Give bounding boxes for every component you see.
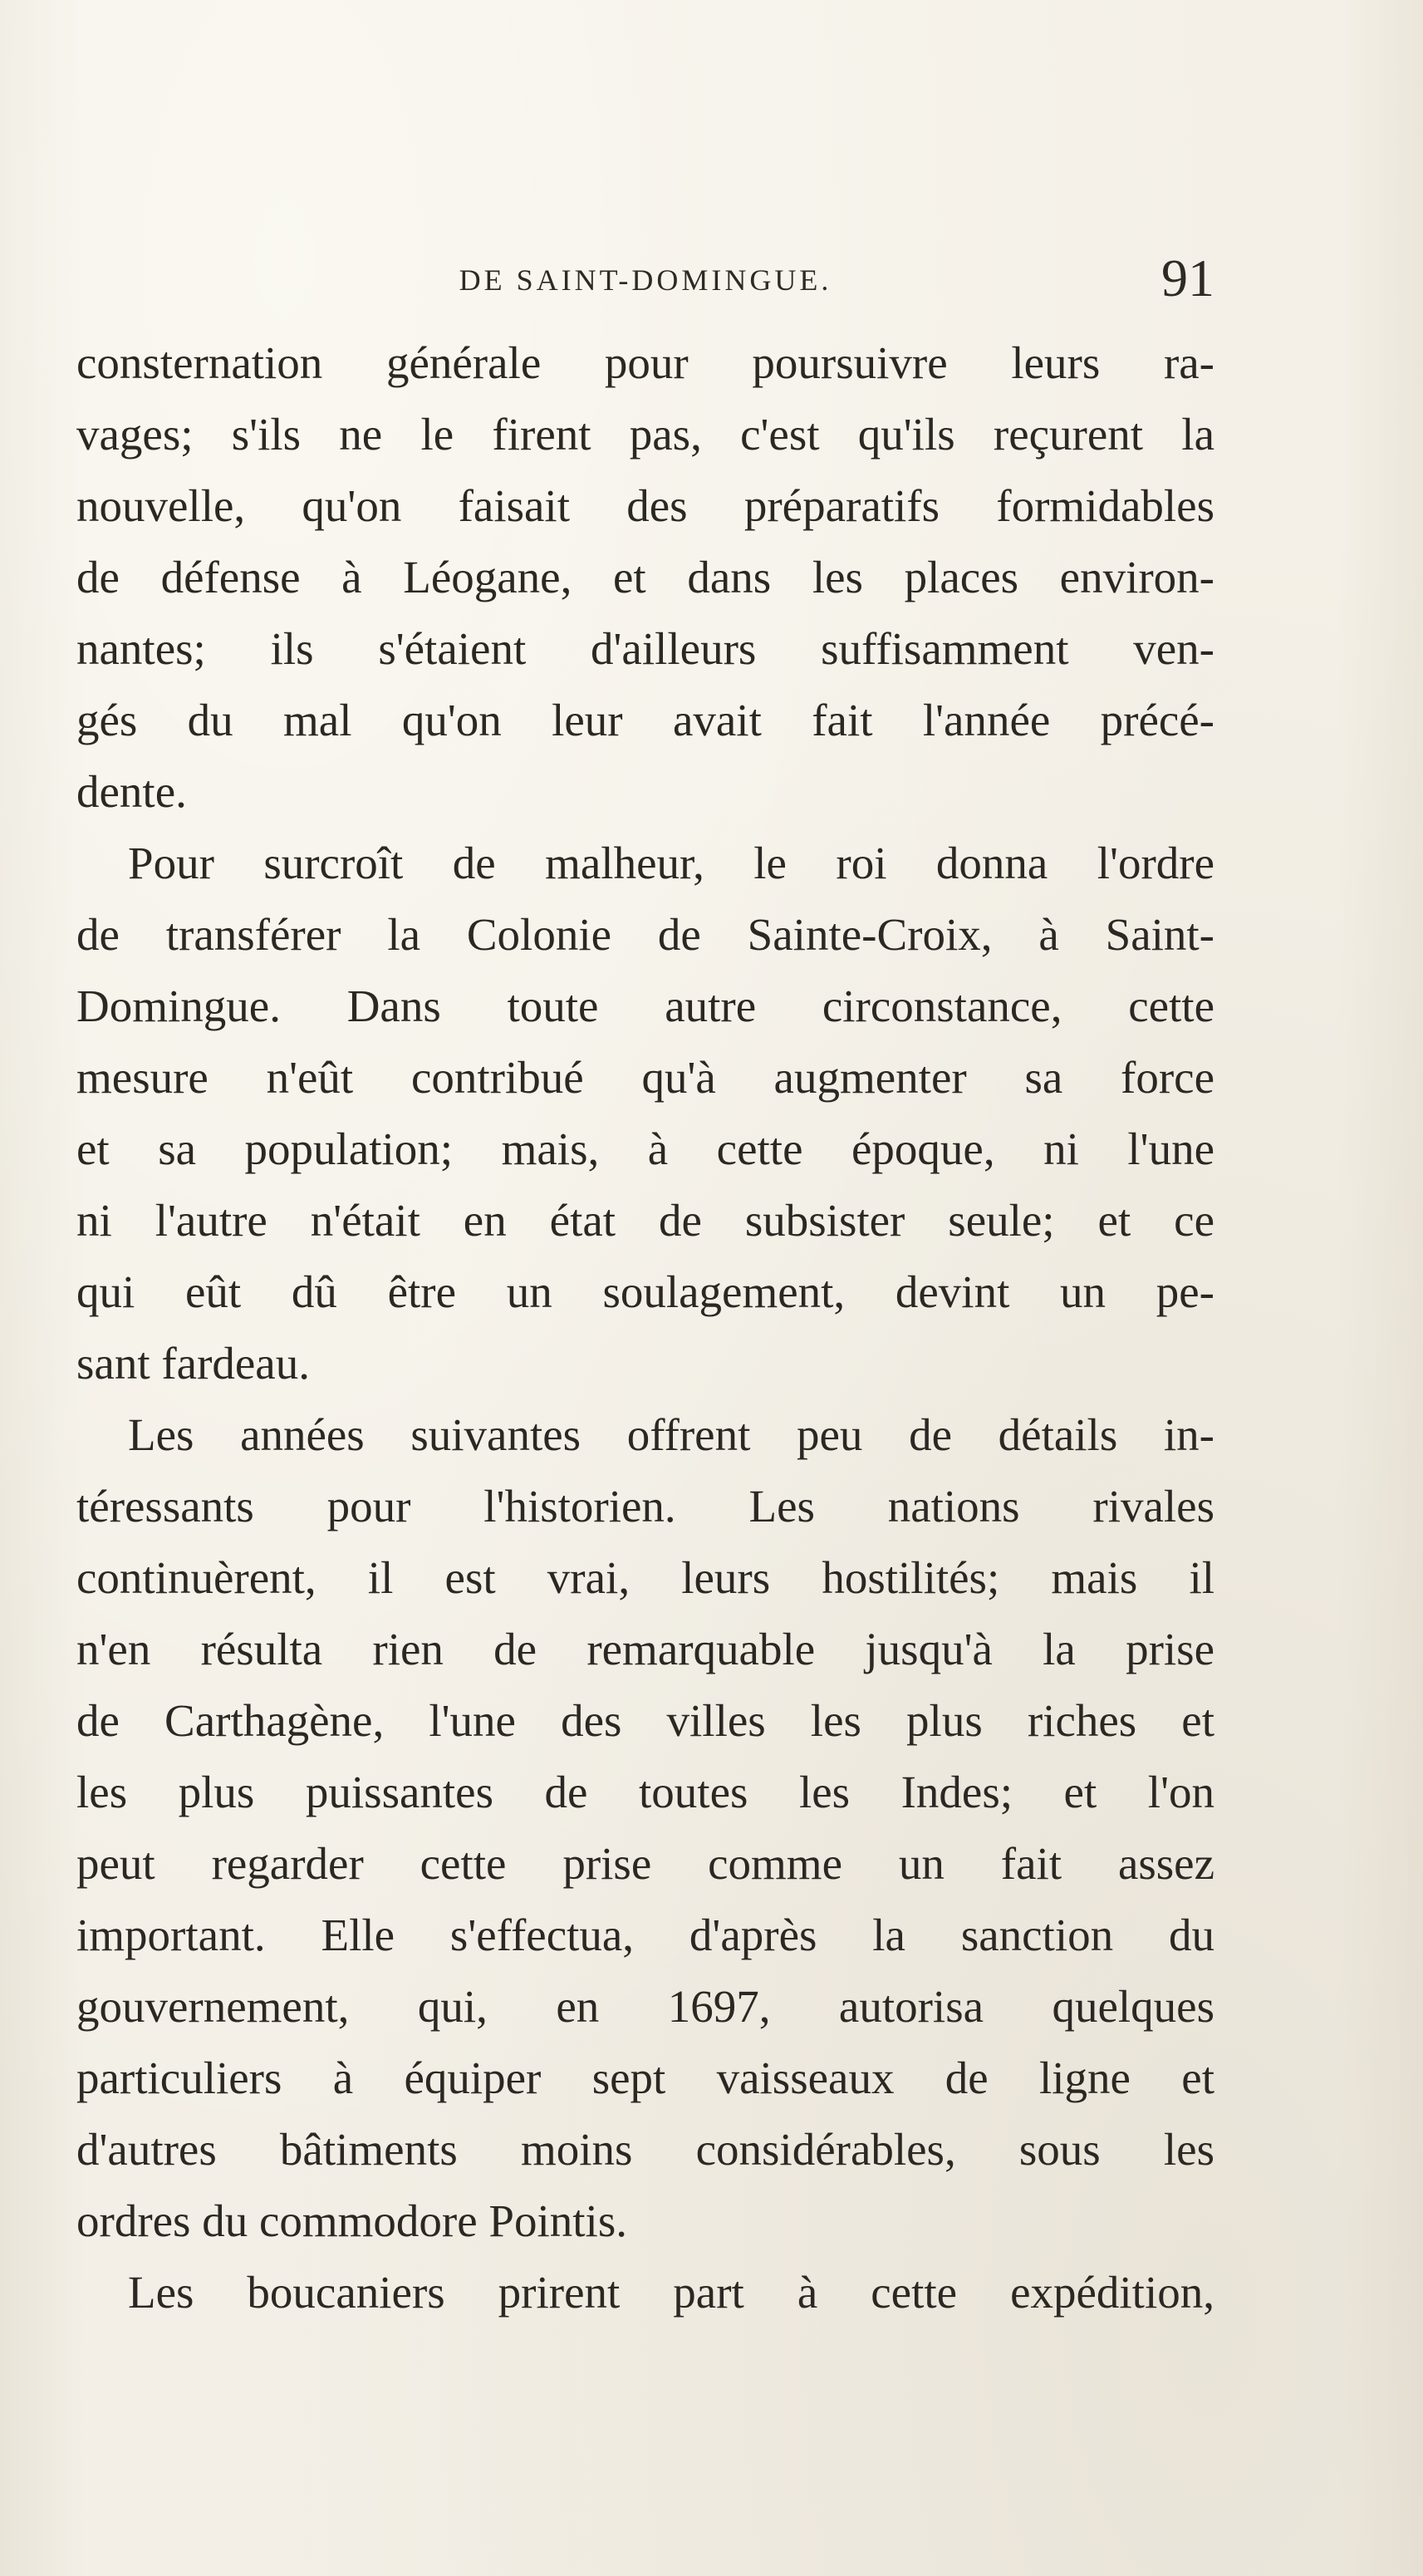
running-title: DE SAINT-DOMINGUE.: [459, 263, 832, 297]
text-line: téressants pour l'historien. Les nations rivales: [76, 1481, 1214, 1531]
text-line: n'en résulta rien de remarquable jusqu'à la prise: [76, 1624, 1214, 1674]
text-line: ni l'autre n'était en état de subsister seule; et ce: [76, 1195, 1214, 1246]
page-number: 91: [1161, 248, 1214, 307]
paragraph-first-line: Pour surcroît de malheur, le roi donna l'ordre: [128, 838, 1214, 888]
text-line: vages; s'ils ne le firent pas, c'est qu'ils reçurent la: [76, 409, 1214, 460]
text-line: important. Elle s'effectua, d'après la sanction du: [76, 1910, 1214, 1960]
page-header: [76, 248, 1214, 314]
text-line: gouvernement, qui, en 1697, autorisa quelques: [76, 1981, 1214, 2032]
paragraph-first-line: Les boucaniers prirent part à cette expédition,: [128, 2267, 1214, 2318]
text-line: dente.: [76, 766, 187, 817]
text-line: Domingue. Dans toute autre circonstance, cette: [76, 981, 1214, 1031]
text-line: peut regarder cette prise comme un fait assez: [76, 1838, 1214, 1889]
text-line: sant fardeau.: [76, 1338, 310, 1389]
text-line: qui eût dû être un soulagement, devint un pe-: [76, 1266, 1214, 1317]
body-text: [76, 327, 1214, 2328]
text-line: et sa population; mais, à cette époque, ni l'une: [76, 1123, 1214, 1174]
text-line: de défense à Léogane, et dans les places environ-: [76, 552, 1214, 602]
text-line: gés du mal qu'on leur avait fait l'année précé-: [76, 695, 1214, 745]
text-line: nouvelle, qu'on faisait des préparatifs formidables: [76, 480, 1214, 531]
text-line: consternation générale pour poursuivre leurs ra-: [76, 337, 1214, 388]
text-line: de transférer la Colonie de Sainte-Croix, à Saint-: [76, 909, 1214, 960]
text-line: d'autres bâtiments moins considérables, sous les: [76, 2124, 1214, 2175]
text-line: ordres du commodore Pointis.: [76, 2195, 627, 2246]
text-line: particuliers à équiper sept vaisseaux de ligne et: [76, 2052, 1214, 2103]
paragraph-first-line: Les années suivantes offrent peu de détails in-: [128, 1409, 1214, 1460]
text-line: continuèrent, il est vrai, leurs hostilités; mais il: [76, 1552, 1214, 1603]
text-line: les plus puissantes de toutes les Indes; et l'on: [76, 1767, 1214, 1817]
text-line: nantes; ils s'étaient d'ailleurs suffisamment ven-: [76, 623, 1214, 674]
text-line: de Carthagène, l'une des villes les plus riches et: [76, 1695, 1214, 1746]
text-line: mesure n'eût contribué qu'à augmenter sa force: [76, 1052, 1214, 1103]
